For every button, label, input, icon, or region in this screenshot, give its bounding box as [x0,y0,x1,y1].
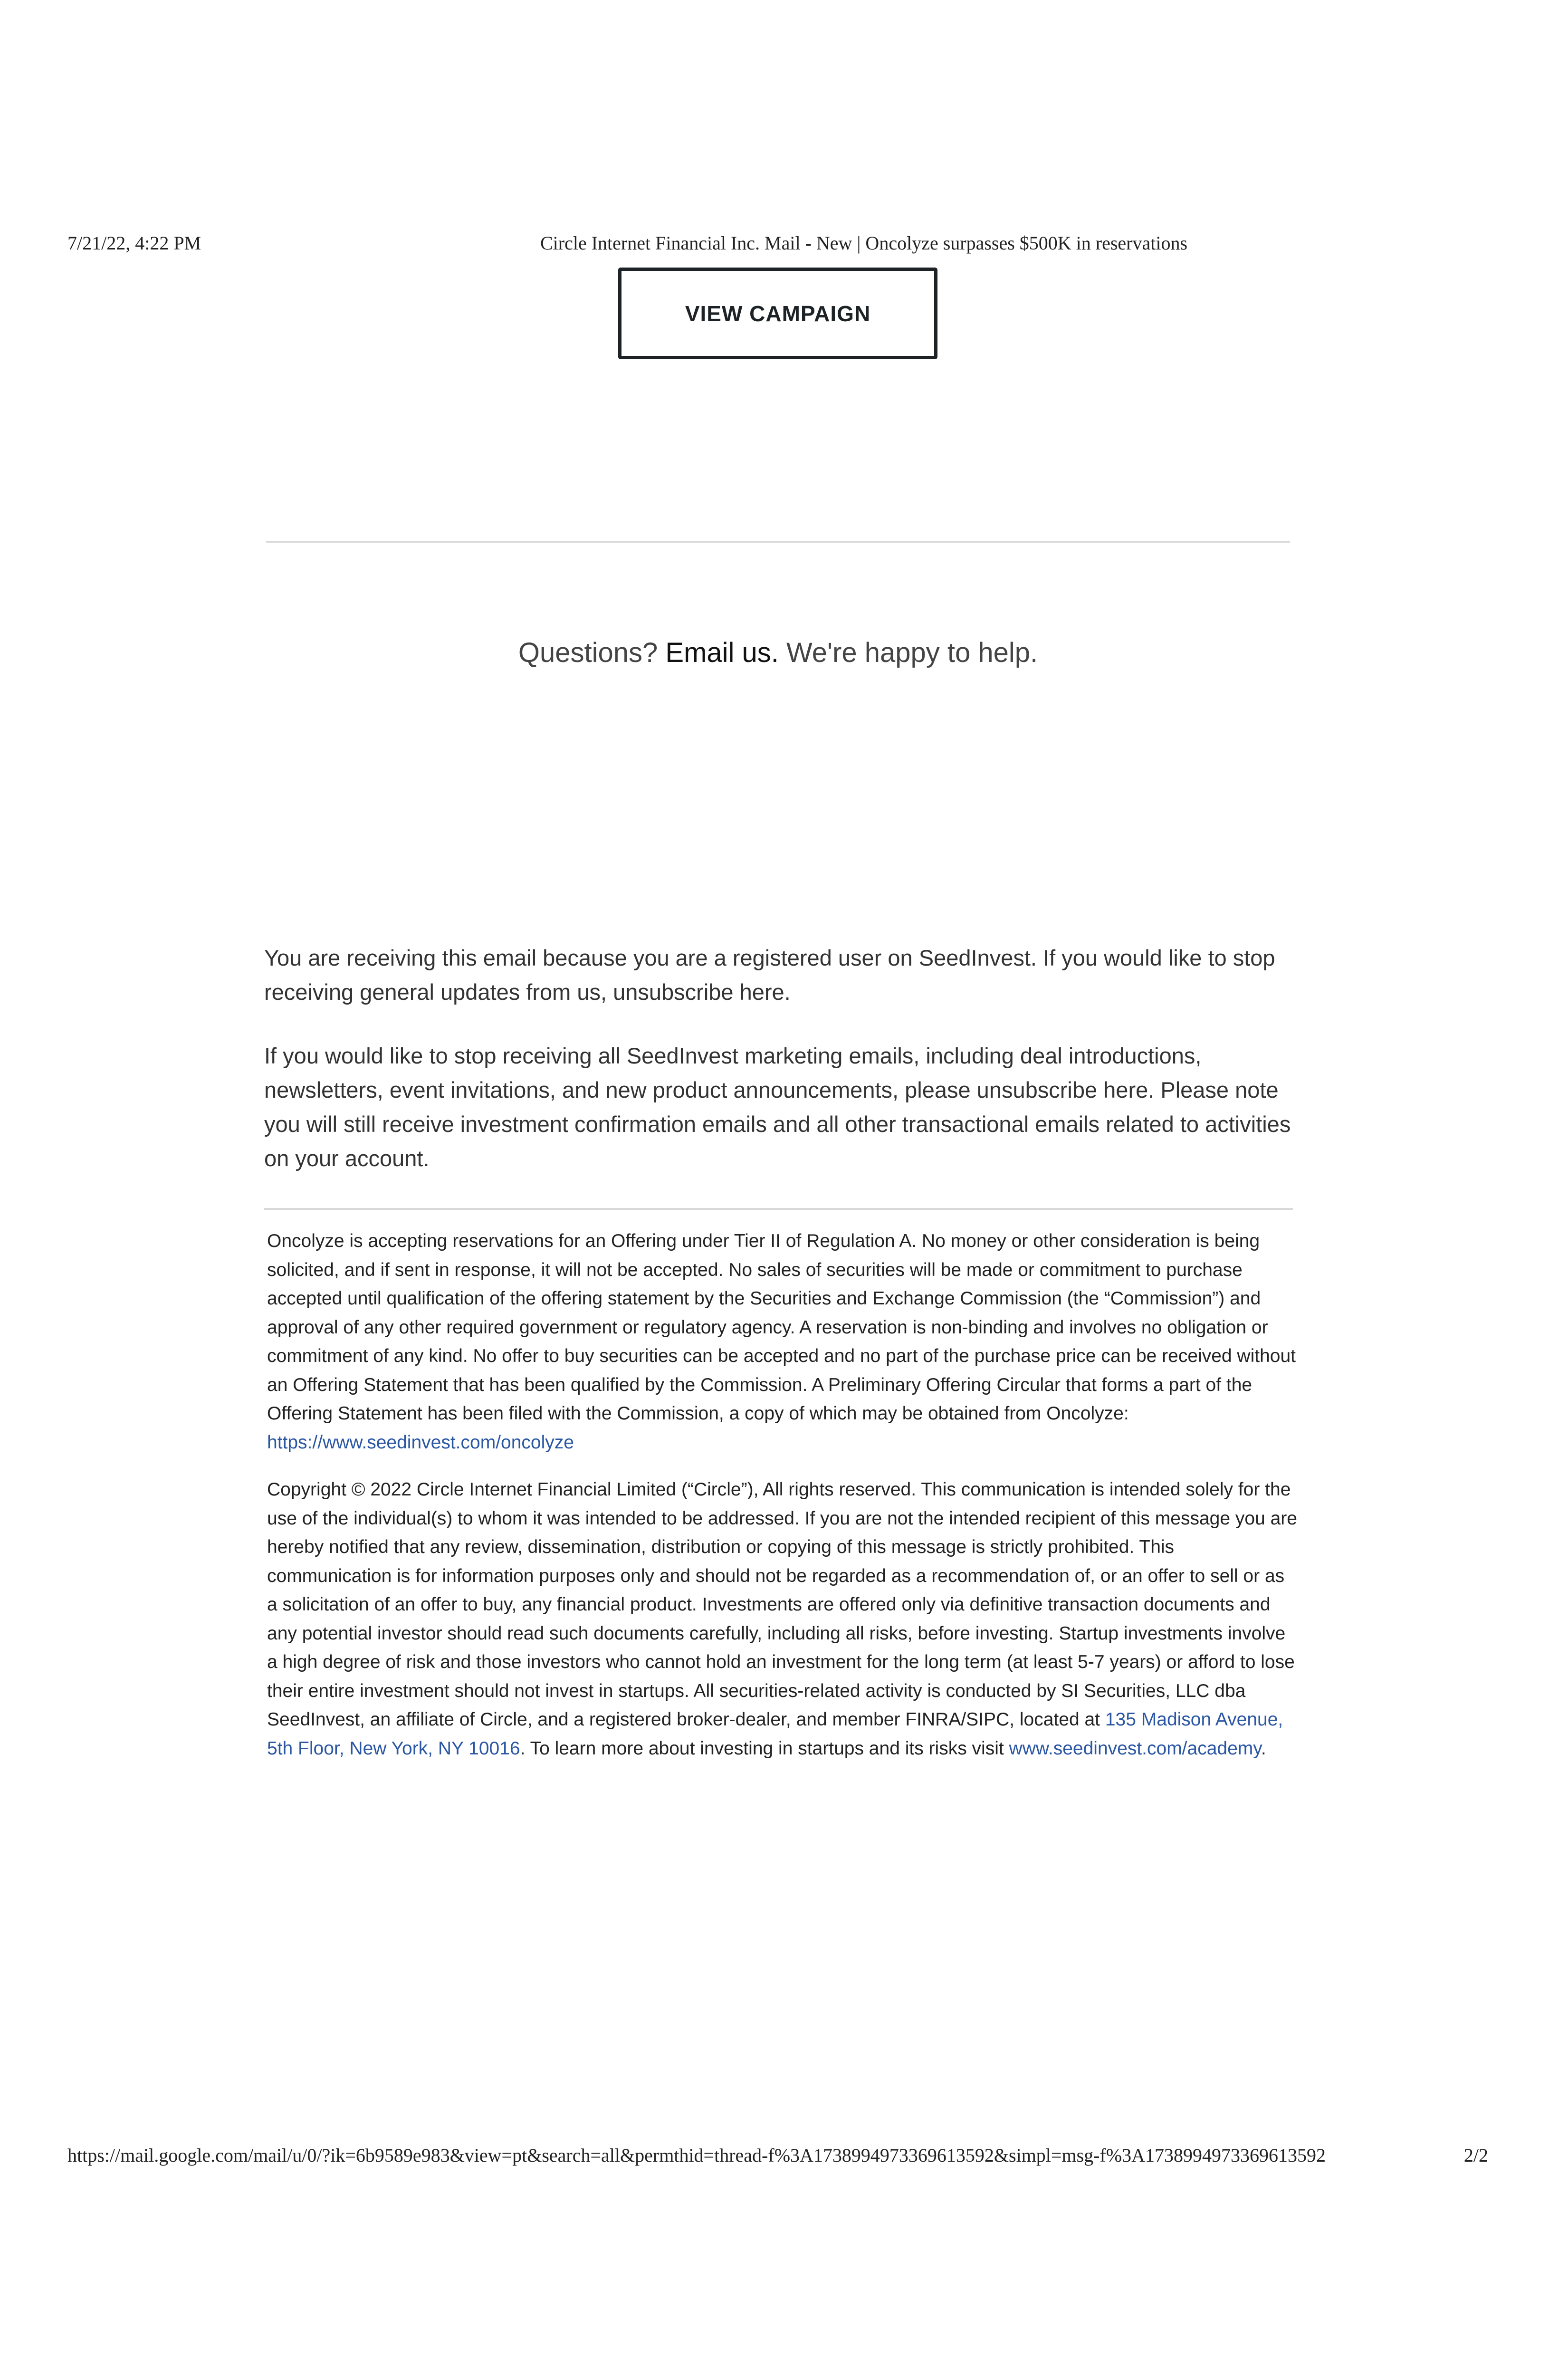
questions-prefix: Questions? [518,637,658,668]
copyright-text: Copyright © 2022 Circle Internet Financial Limited (“Circle”), All rights reserved. This communication is intended solely for the use of the individual(s) to whom it was intended to be addressed. If you are not the intended recipient of this message you are hereby notified that any review, dissemination, distribution or copying of this message is strictly prohibited. This communication is for information purposes only and should not be regarded as a recommendation of, or an offer to sell or as a solicitation of an offer to buy, any financial product. Investments are offered only via definitive transaction documents and any potential investor should read such documents carefully, including all risks, before investing. Startup investments involve a high degree of risk and those investors who cannot hold an investment for the long term (at least 5-7 years) or afford to lose their entire investment should not invest in startups. All securities-related activity is conducted by SI Securities, LLC dba SeedInvest, an affiliate of Circle, and a registered broker-dealer, and member FINRA/SIPC, located at [267,1479,1297,1730]
offering-disclaimer [267,1227,1298,1457]
print-url: https://mail.google.com/mail/u/0/?ik=6b9589e983&view=pt&search=all&permthid=thread-f%3A1738994973369613592&simpl=msg-f%3A1738994973369613592 [67,2145,1326,2166]
marketing-unsubscribe-notice: If you would like to stop receiving all SeedInvest marketing emails, including deal introductions, newsletters, event invitations, and new product announcements, please unsubscribe here. Please note you will still receive investment confirmation emails and all other transactional emails related to activities on your account. [264,1043,1291,1171]
oncolyze-offering-link[interactable]: https://www.seedinvest.com/oncolyze [267,1432,574,1453]
offering-text: Oncolyze is accepting reservations for an Offering under Tier II of Regulation A. No money or other consideration is being solicited, and if sent in response, it will not be accepted. No sales of securities will be made or commitment to purchase accepted until qualification of the offering statement by the Securities and Exchange Commission (the “Commission”) and approval of any other required government or regulatory agency. A reservation is non-binding and involves no obligation or commitment of any kind. No offer to buy securities can be accepted and no part of the purchase price can be received without an Offering Statement that has been qualified by the Commission. A Preliminary Offering Circular that forms a part of the Offering Statement has been filed with the Commission, a copy of which may be obtained from Oncolyze: [267,1231,1296,1424]
academy-link[interactable]: www.seedinvest.com/academy [1009,1738,1261,1759]
questions-line [266,637,1290,669]
email-us-link[interactable]: Email us. [665,637,779,668]
address-link[interactable]: 135 Madison Avenue, 5th Floor, New York, NY 10016 [267,1709,1283,1759]
registration-notice: You are receiving this email because you are a registered user on SeedInvest. If you would like to stop receiving general updates from us, unsubscribe here. [264,945,1275,1005]
learn-more-text: . To learn more about investing in startups and its risks visit [520,1738,1004,1759]
print-title: Circle Internet Financial Inc. Mail - New | Oncolyze surpasses $500K in reservations [540,232,1188,254]
print-datetime: 7/21/22, 4:22 PM [67,232,201,254]
divider [266,541,1290,543]
questions-suffix: We're happy to help. [786,637,1038,668]
view-campaign-button[interactable]: VIEW CAMPAIGN [618,268,937,359]
copyright-disclaimer [267,1475,1298,1763]
divider [264,1208,1293,1210]
page-number: 2/2 [1463,2145,1488,2166]
print-header [67,232,1501,260]
end-period: . [1261,1738,1266,1759]
